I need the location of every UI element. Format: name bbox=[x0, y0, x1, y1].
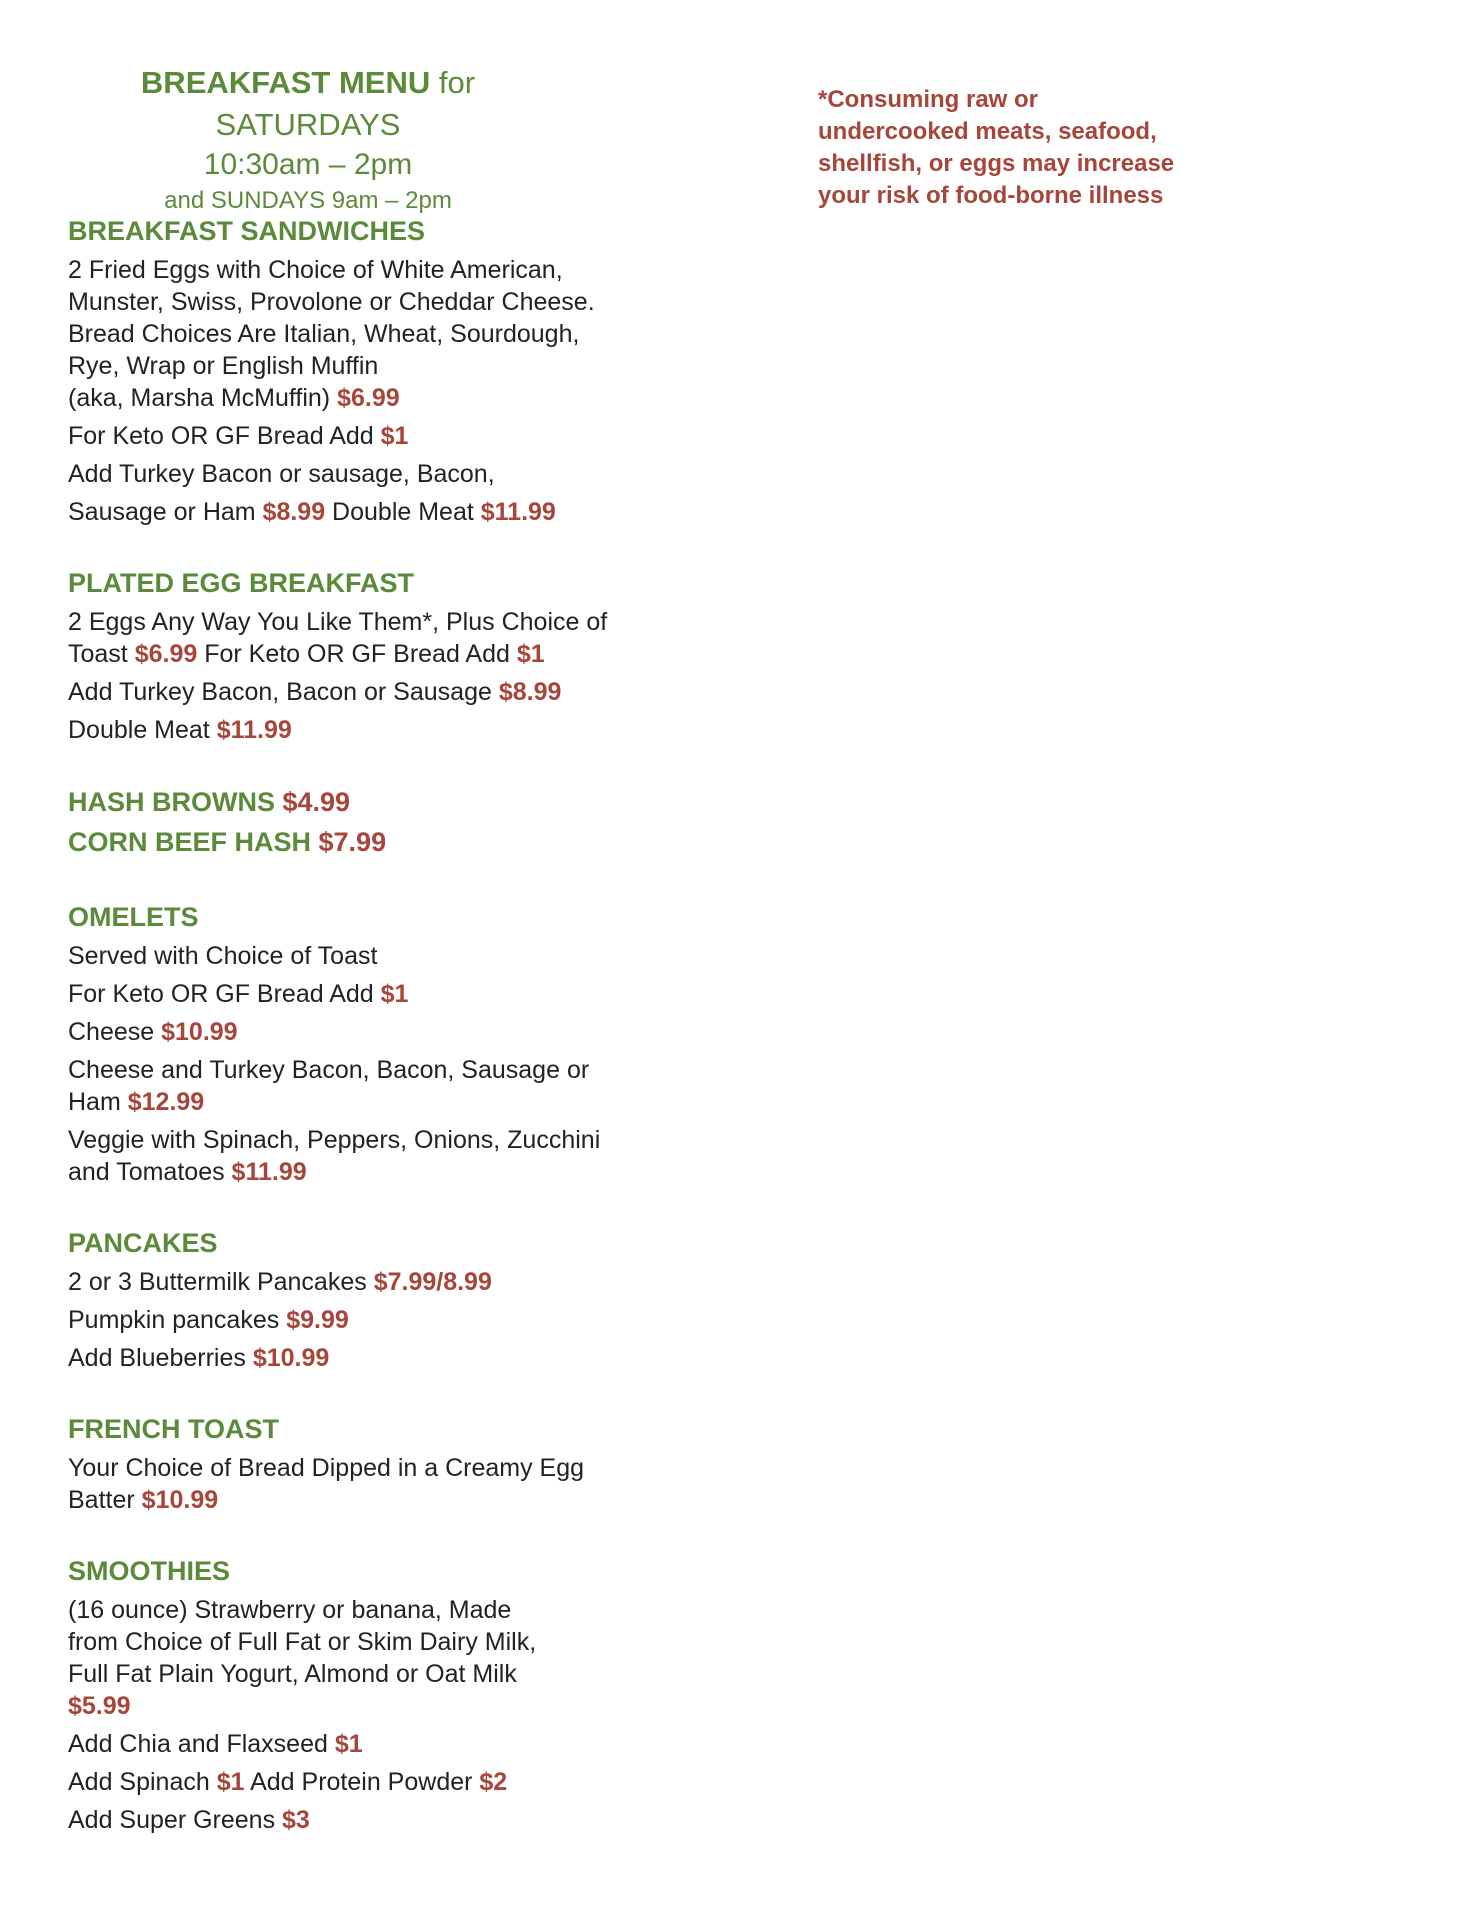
section-title: PANCAKES bbox=[68, 1228, 218, 1258]
menu-line: Add Turkey Bacon, Bacon or Sausage $8.99 bbox=[68, 678, 562, 706]
section-omelets: OMELETS Served with Choice of Toast For Keto OR GF Bread Add $1 Cheese $10.99 Cheese and Turkey Bacon, Bacon, Sausage or Ham $12.99 Veggie with Spinach, Peppers, Onions, Zucchini and Tomatoes $11.99 bbox=[68, 898, 668, 1188]
price: $9.99 bbox=[286, 1306, 349, 1334]
menu-title: BREAKFAST MENU for SATURDAYS bbox=[140, 65, 476, 142]
price: $10.99 bbox=[252, 1344, 330, 1372]
section-title: FRENCH TOAST bbox=[68, 1414, 280, 1444]
price: $6.99 bbox=[134, 640, 198, 668]
section-smoothies: SMOOTHIES (16 ounce) Strawberry or banana, Made from Choice of Full Fat or Skim Dairy Milk, Full Fat Plain Yogurt, Almond or Oat Milk $5.99 Add Chia and Flaxseed $1 Add Spinach $1 Add Protein Powder $2 Add Super Greens $3 bbox=[68, 1552, 668, 1836]
price: $2 bbox=[479, 1768, 508, 1796]
menu-line: Add Chia and Flaxseed $1 bbox=[68, 1730, 363, 1758]
menu-line: and Tomatoes $11.99 bbox=[68, 1158, 307, 1186]
section-title: PLATED EGG BREAKFAST bbox=[68, 568, 415, 598]
price: $8.99 bbox=[498, 678, 562, 706]
section-sides bbox=[68, 782, 668, 862]
menu-line: Pumpkin pancakes $9.99 bbox=[68, 1306, 349, 1334]
price: $5.99 bbox=[68, 1692, 131, 1720]
section-title: BREAKFAST SANDWICHES bbox=[68, 216, 426, 246]
section-title: SMOOTHIES bbox=[68, 1556, 231, 1586]
food-safety-note: *Consuming raw or undercooked meats, seafood, shellfish, or eggs may increase your risk of food-borne illness bbox=[818, 86, 1175, 209]
price: $8.99 bbox=[262, 498, 326, 526]
menu-line: For Keto OR GF Bread Add $1 bbox=[68, 980, 409, 1008]
menu-line: Batter $10.99 bbox=[68, 1486, 219, 1514]
menu-line: Cheese $10.99 bbox=[68, 1018, 238, 1046]
price: $11.99 bbox=[231, 1158, 307, 1186]
price: $1 bbox=[380, 422, 409, 450]
section-pancakes bbox=[68, 1224, 668, 1374]
price: $4.99 bbox=[282, 787, 351, 817]
sunday-hours: and SUNDAYS 9am – 2pm bbox=[164, 187, 452, 214]
price: $10.99 bbox=[141, 1486, 219, 1514]
menu-line: (aka, Marsha McMuffin) $6.99 bbox=[68, 384, 400, 412]
menu-column bbox=[68, 212, 668, 1872]
section-plated-egg-breakfast: PLATED EGG BREAKFAST 2 Eggs Any Way You Like Them*, Plus Choice of Toast $6.99 For Keto OR GF Bread Add $1 Add Turkey Bacon, Bacon or Sausage $8.99 Double Meat $11.99 bbox=[68, 564, 668, 746]
price: $11.99 bbox=[216, 716, 292, 744]
price: $1 bbox=[334, 1730, 363, 1758]
section-title: OMELETS bbox=[68, 902, 199, 932]
menu-line: For Keto OR GF Bread Add $1 bbox=[68, 422, 409, 450]
section-french-toast: FRENCH TOAST Your Choice of Bread Dipped in a Creamy Egg Batter $10.99 bbox=[68, 1410, 668, 1516]
corn-beef-hash-line: CORN BEEF HASH $7.99 bbox=[68, 827, 387, 857]
saturday-hours: 10:30am – 2pm bbox=[203, 148, 413, 181]
menu-line: Double Meat $11.99 bbox=[68, 716, 292, 744]
menu-line: Add Spinach $1 Add Protein Powder $2 bbox=[68, 1768, 508, 1796]
price: $7.99/8.99 bbox=[373, 1268, 492, 1296]
menu-line: Add Blueberries $10.99 bbox=[68, 1344, 330, 1372]
section-breakfast-sandwiches: BREAKFAST SANDWICHES 2 Fried Eggs with Choice of White American, Munster, Swiss, Provolone or Cheddar Cheese. Bread Choices Are Italian, Wheat, Sourdough, Rye, Wrap or English Muffin (aka, Marsha McMuffin) $6.99 For Keto OR GF Bread Add $1 Add Turkey Bacon or sausage, Bacon, Sausage or Ham $8.99 Double Meat $11.99 bbox=[68, 212, 668, 528]
hash-browns-line: HASH BROWNS $4.99 bbox=[68, 787, 351, 817]
price: $3 bbox=[282, 1806, 310, 1834]
price: $7.99 bbox=[318, 827, 387, 857]
price: $12.99 bbox=[127, 1088, 205, 1116]
price: $1 bbox=[380, 980, 409, 1008]
menu-line: Toast $6.99 For Keto OR GF Bread Add $1 bbox=[68, 640, 545, 668]
menu-line: Ham $12.99 bbox=[68, 1088, 205, 1116]
price: $11.99 bbox=[480, 498, 556, 526]
menu-header bbox=[68, 62, 548, 218]
menu-line: Sausage or Ham $8.99 Double Meat $11.99 bbox=[68, 498, 556, 526]
price: $1 bbox=[216, 1768, 245, 1796]
menu-line: 2 or 3 Buttermilk Pancakes $7.99/8.99 bbox=[68, 1268, 492, 1296]
menu-line: Add Super Greens $3 bbox=[68, 1806, 310, 1834]
price: $6.99 bbox=[337, 384, 400, 412]
price: $1 bbox=[516, 640, 545, 668]
price: $10.99 bbox=[161, 1018, 238, 1046]
